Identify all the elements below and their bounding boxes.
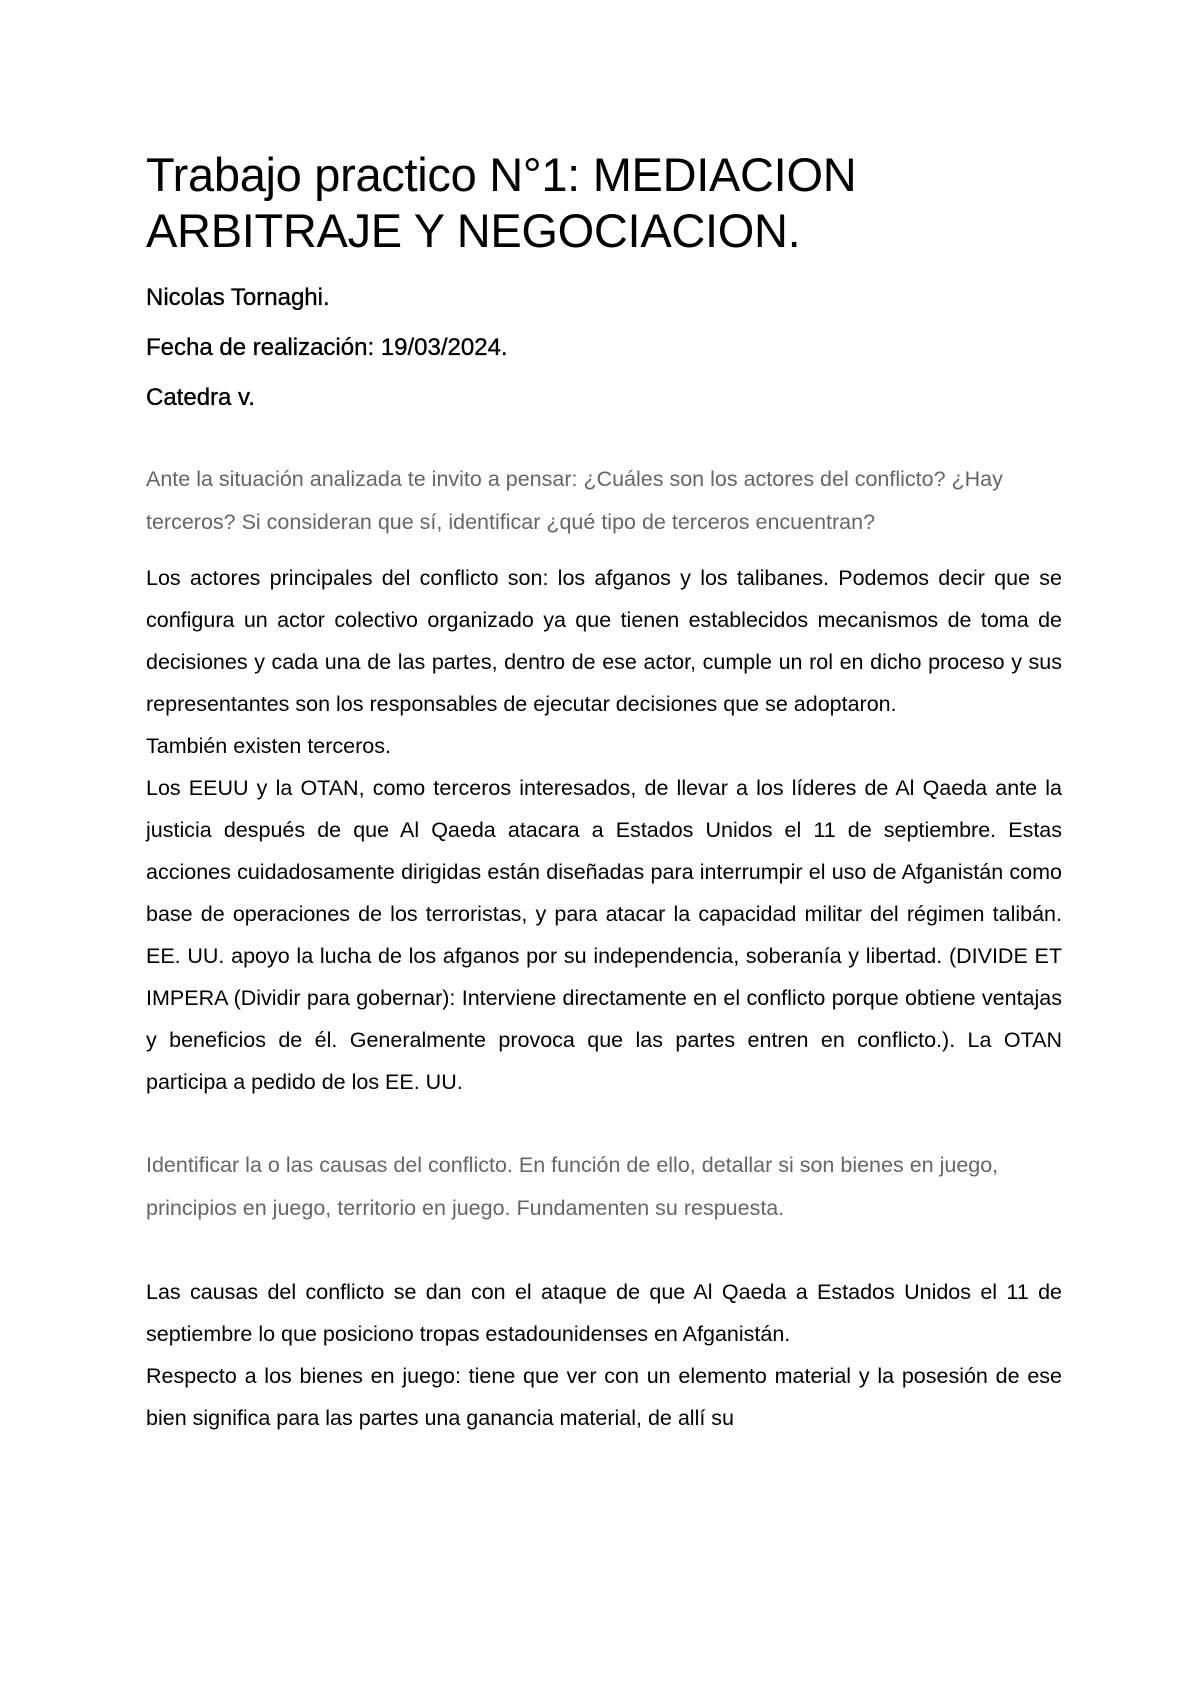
answer-2-paragraph: Respecto a los bienes en juego: tiene que ver con un elemento material y la posesión de ese bien significa para las partes una ganancia material, de allí su — [146, 1364, 1062, 1430]
catedra-line: Catedra v. — [146, 384, 255, 411]
answer-1-paragraph: Los EEUU y la OTAN, como terceros interesados, de llevar a los líderes de Al Qaeda ante la justicia después de que Al Qaeda atacara a Estados Unidos el 11 de septiembre. Estas acciones cuidadosamente dirigidas están diseñadas para interrumpir el uso de Afganistán como base de operaciones de los terroristas, y para atacar la capacidad militar del régimen talibán. EE. UU. apoyo la lucha de los afganos por su independencia, soberanía y libertad. (DIVIDE ET IMPERA (Dividir para gobernar): Interviene directamente en el conflicto porque obtiene ventajas y beneficios de él. Generalmente provoca que las partes entren en conflicto.). La OTAN participa a pedido de los EE. UU. — [146, 776, 1062, 1094]
question-2: Identificar la o las causas del conflicto. En función de ello, detallar si son bienes en juego, principios en juego, territorio en juego. Fundamenten su respuesta. — [146, 1153, 999, 1220]
date-line: Fecha de realización: 19/03/2024. — [146, 334, 508, 361]
answer-1-paragraph: También existen terceros. — [146, 734, 391, 758]
document-title: Trabajo practico N°1: MEDIACION ARBITRAJE Y NEGOCIACION. — [146, 148, 857, 257]
answer-1 — [146, 557, 1062, 1103]
question-1: Ante la situación analizada te invito a pensar: ¿Cuáles son los actores del conflicto? ¿Hay terceros? Si consideran que sí, identificar ¿qué tipo de terceros encuentran? — [146, 467, 1003, 534]
author-name: Nicolas Tornaghi. — [146, 284, 330, 311]
answer-2 — [146, 1271, 1062, 1439]
answer-2-paragraph: Las causas del conflicto se dan con el ataque de que Al Qaeda a Estados Unidos el 11 de septiembre lo que posiciono tropas estadounidenses en Afganistán. — [146, 1280, 1062, 1346]
document-meta — [146, 273, 1062, 423]
document-content — [146, 147, 1062, 1439]
answer-1-paragraph: Los actores principales del conflicto son: los afganos y los talibanes. Podemos decir que se configura un actor colectivo organizado ya que tienen establecidos mecanismos de toma de decisiones y cada una de las partes, dentro de ese actor, cumple un rol en dicho proceso y sus representantes son los responsables de ejecutar decisiones que se adoptaron. — [146, 566, 1062, 716]
